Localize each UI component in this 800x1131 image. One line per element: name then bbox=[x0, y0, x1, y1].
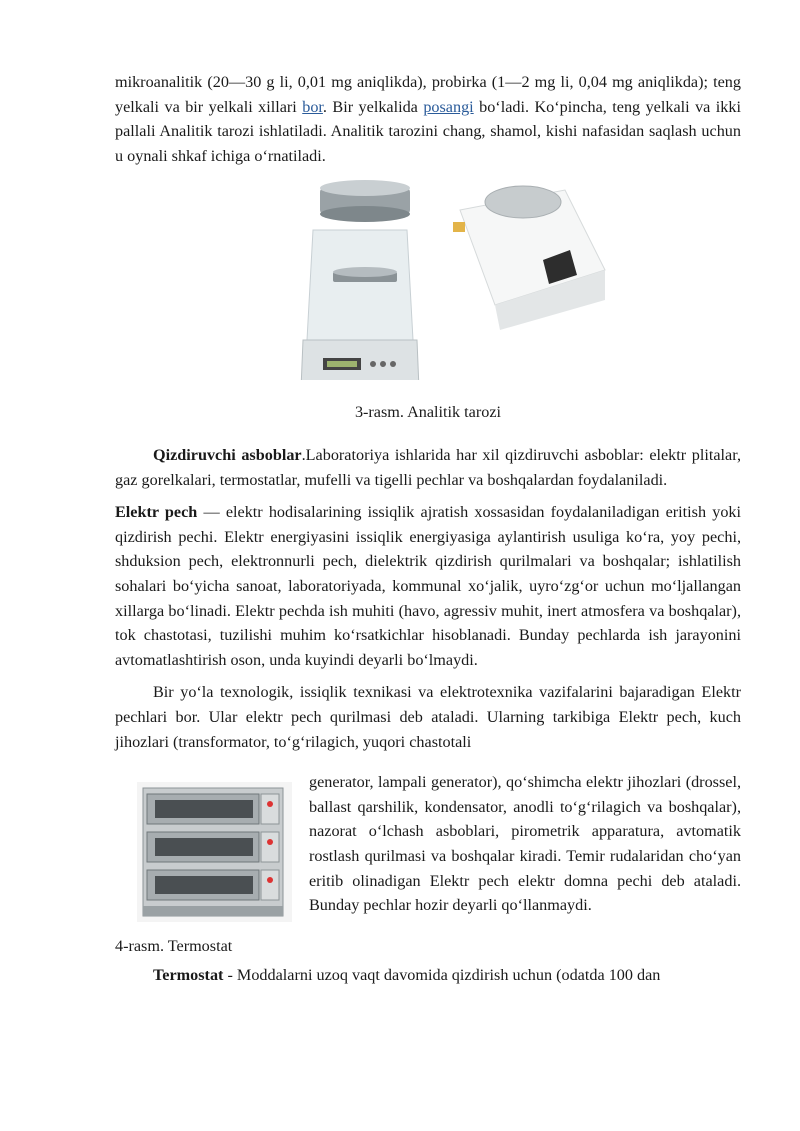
text: — elektr hodisalarining issiqlik ajratish xossasidan foydalaniladigan eritish yoki qizdirish pechi. Elektr energiyasini issiqlik energiyasiga aylantirish usuliga ko‘ra, yoy pechi, shduksion pech, elektronnurli pech, dielektrik qizdirish qurilmalari va boshqalar; ishlatilish sohalari bo‘yicha sanoat, laboratoriyada, kommunal xo‘jalik, uyro‘zg‘or uchun mo‘ljallangan xillarga bo‘linadi. Elektr pechda ish muhiti (havo, agressiv muhit, inert atmosfera va boshqalar), tok chastotasi, tuzilishi muhim ko‘rsatkichlar hisoblanadi. Bunday pechlarda ish jarayonini avtomatlashtirish oson, unda kuyindi deyarli bo‘lmaydi. bbox=[115, 503, 742, 669]
link-bor[interactable]: bor bbox=[302, 97, 323, 116]
text: Bir yo‘la texnologik, issiqlik texnikasi va elektrotexnika vazifalarini bajaradigan Elektr pechlari bor. Ular elektr pech qurilmasi deb ataladi. Ularning tarkibiga Elektr pech, kuch jihozlari (transformator, to‘g‘rilagich, yuqori chastotali bbox=[115, 683, 741, 751]
balance-right-icon bbox=[453, 186, 605, 330]
text: mikroanalitik (20—30 g li, 0,01 mg aniqlikda), probirka (1—2 mg li, 0,04 mg aniqlikda); teng yelkali va bir yelkali xillari bbox=[115, 73, 741, 116]
oven-deck-bottom bbox=[147, 870, 279, 900]
paragraph-electric-furnace bbox=[115, 500, 741, 672]
analytical-balance-image bbox=[115, 180, 741, 380]
section-title-electric: Elektr pech bbox=[115, 503, 198, 522]
text: bo‘ladi. Ko‘pincha, teng yelkali va ikki pallali Analitik tarozi ishlatiladi. Analitik tarozini chang, shamol, kishi nafasidan saqlash uchun u oynali shkaf ichiga o‘rnatiladi. bbox=[115, 97, 741, 165]
section-title-heating: Qizdiruvchi asboblar bbox=[153, 445, 302, 464]
section-title-thermostat: Termostat bbox=[153, 965, 224, 984]
text: . Bir yelkalida bbox=[322, 97, 424, 116]
oven-deck-top bbox=[147, 794, 279, 824]
figure-analytical-balances bbox=[115, 180, 741, 380]
paragraph-thermostat bbox=[115, 963, 741, 988]
thermostat-oven-image bbox=[137, 782, 292, 922]
paragraph-analytical-balance bbox=[115, 70, 741, 168]
text: - Moddalarni uzoq vaqt davomida qizdirish uchun (odatda 100 dan bbox=[223, 965, 661, 984]
paragraph-electric-installation bbox=[115, 680, 741, 754]
figure3-caption: 3-rasm. Analitik tarozi bbox=[354, 403, 502, 422]
paragraph-heating-devices bbox=[115, 443, 741, 492]
link-posangi[interactable]: posangi bbox=[423, 97, 474, 116]
document-page bbox=[115, 70, 741, 987]
paragraph-electric-installation-wrapped: generator, lampali generator), qo‘shimcha elektr jihozlari (drossel, ballast qarshilik, kondensator, anodli to‘g‘rilagich va boshqalar), nazorat o‘lchash asboblari, pirometrik apparatura, avtomatik rostlash qurilmasi va boshqalar kiradi. Temir rudalaridan cho‘yan eritib olinadigan Elektr pech elektr domna pechi deb ataladi. Bunday pechlar hozir deyarli qo‘llanmaydi. bbox=[309, 773, 741, 915]
balance-left-icon bbox=[295, 180, 425, 380]
oven-section bbox=[115, 770, 741, 918]
text: .Laboratoriya ishlarida har xil qizdiruvchi asboblar: elektr plitalar, gaz gorelkalari, termostatlar, mufelli va tigelli pechlar va boshqalardan foydalaniladi. bbox=[115, 445, 741, 489]
figure4-caption: 4-rasm. Termostat bbox=[115, 937, 233, 956]
oven-deck-middle bbox=[147, 832, 279, 862]
